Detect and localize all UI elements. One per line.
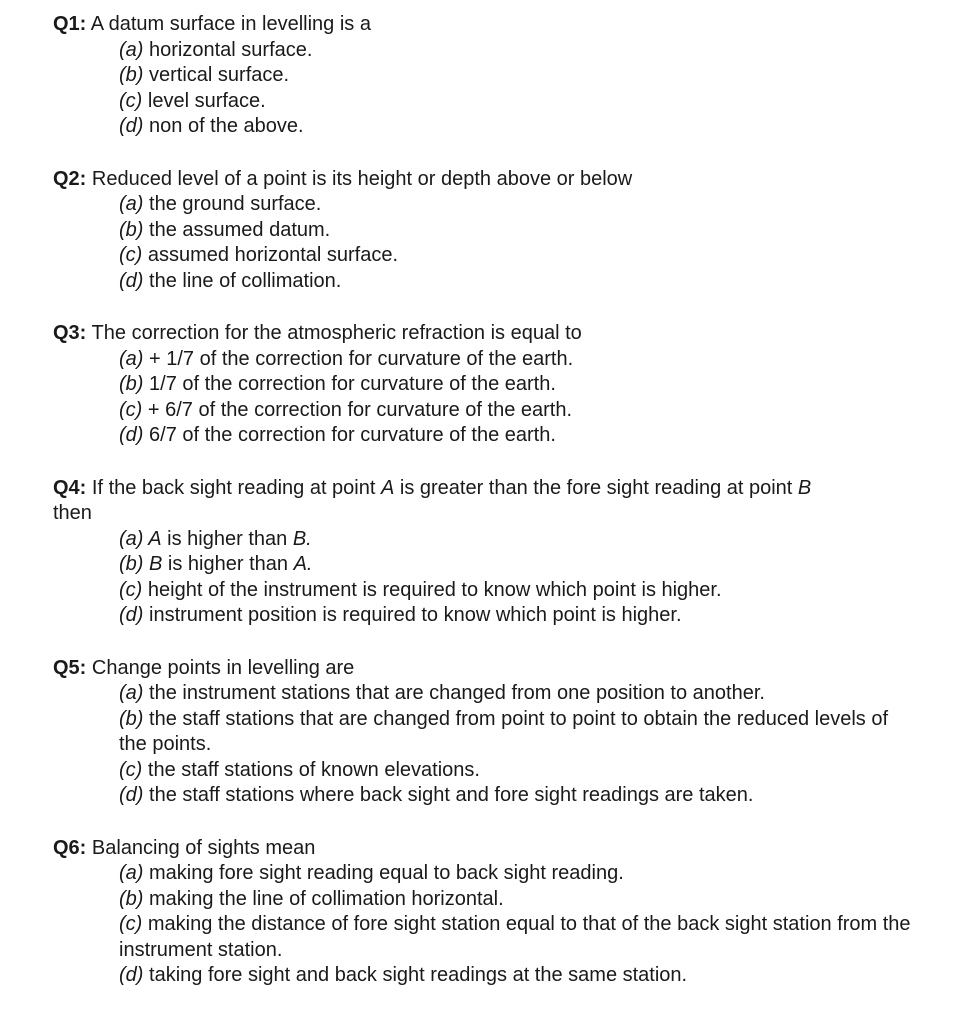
option-b (119, 552, 933, 578)
option-b (119, 63, 933, 89)
option-text: non of the above. (149, 115, 304, 137)
option-letter: (b) (119, 553, 144, 575)
question-stem (53, 321, 933, 347)
option-text: is higher than (161, 527, 293, 550)
option-text: horizontal surface. (149, 38, 313, 61)
option-letter: (a) (119, 38, 144, 61)
question-stem (53, 476, 893, 527)
question-number: Q6: (53, 836, 87, 859)
option-text: the line of collimation. (149, 269, 342, 292)
option-c (119, 758, 933, 784)
option-text: the ground surface. (149, 193, 322, 215)
option-a (119, 347, 933, 373)
option-letter: (b) (119, 707, 144, 730)
question-text: Change points in levelling are (91, 656, 355, 679)
option-a (119, 681, 933, 707)
question-number: Q2: (53, 167, 87, 190)
option-text: the staff stations that are changed from point to point to obtain the reduced levels of the points. (119, 707, 889, 755)
option-b (119, 707, 919, 758)
option-text: is higher than (162, 553, 294, 575)
option-letter: (c) (119, 578, 143, 601)
option-list (53, 38, 933, 140)
option-list (53, 681, 933, 809)
option-text: instrument position is required to know which point is higher. (149, 604, 682, 626)
option-letter: (d) (119, 115, 144, 137)
option-text: height of the instrument is required to know which point is higher. (147, 578, 722, 601)
option-text: making fore sight reading equal to back sight reading. (149, 862, 624, 884)
option-c (119, 89, 933, 115)
option-text: 6/7 of the correction for curvature of the earth. (149, 424, 556, 446)
option-text: 1/7 of the correction for curvature of the earth. (149, 373, 556, 395)
option-text: making the distance of fore sight station equal to that of the back sight station from the instrument station. (119, 913, 911, 961)
option-text: taking fore sight and back sight readings at the same station. (149, 964, 688, 986)
option-letter: (b) (119, 218, 144, 241)
option-letter: (a) (119, 193, 144, 215)
option-d (119, 423, 933, 449)
option-letter: (b) (119, 373, 144, 395)
option-b (119, 887, 933, 913)
option-letter: (c) (119, 89, 143, 112)
point-label: A. (293, 553, 313, 575)
question-number: Q1: (53, 13, 87, 35)
option-letter: (d) (119, 269, 144, 292)
option-c (119, 578, 933, 604)
option-letter: (d) (119, 964, 144, 986)
option-letter: (a) (119, 862, 144, 884)
question-6 (53, 836, 933, 989)
point-label: B (797, 476, 812, 499)
option-text: vertical surface. (149, 64, 290, 86)
option-text: making the line of collimation horizontal. (149, 887, 504, 910)
question-number: Q5: (53, 656, 87, 679)
option-c (119, 398, 933, 424)
question-text: is greater than the fore sight reading at point (394, 476, 798, 499)
question-text: Balancing of sights mean (91, 836, 316, 859)
point-label: B. (292, 527, 312, 550)
point-label: B (149, 553, 163, 575)
option-list (53, 347, 933, 449)
question-1 (53, 12, 933, 140)
option-text: level surface. (147, 89, 266, 112)
option-a (119, 527, 933, 553)
option-letter: (a) (119, 527, 144, 550)
option-text: the staff stations where back sight and fore sight readings are taken. (149, 784, 754, 806)
option-a (119, 861, 933, 887)
option-text: the assumed datum. (149, 218, 331, 241)
option-letter: (a) (119, 347, 144, 370)
option-c (119, 243, 933, 269)
question-stem (53, 656, 933, 682)
point-label: A (148, 527, 162, 550)
option-a (119, 192, 933, 218)
option-letter: (d) (119, 784, 144, 806)
option-list (53, 192, 933, 294)
point-label: A (380, 476, 395, 499)
option-b (119, 372, 933, 398)
question-stem (53, 12, 933, 38)
option-letter: (c) (119, 398, 143, 421)
option-letter: (c) (119, 758, 143, 781)
option-b (119, 218, 933, 244)
question-stem (53, 836, 933, 862)
option-text: the staff stations of known elevations. (147, 758, 480, 781)
question-3 (53, 321, 933, 449)
question-text: The correction for the atmospheric refraction is equal to (91, 322, 582, 344)
question-number: Q4: (53, 476, 87, 499)
option-letter: (b) (119, 64, 144, 86)
question-text: then (53, 502, 92, 524)
option-list (53, 861, 933, 989)
question-stem (53, 167, 933, 193)
question-text: Reduced level of a point is its height or depth above or below (91, 167, 633, 190)
question-text: If the back sight reading at point (91, 476, 381, 499)
option-letter: (a) (119, 682, 144, 704)
option-letter: (c) (119, 244, 143, 266)
option-d (119, 114, 933, 140)
question-sheet (53, 12, 933, 1016)
question-2 (53, 167, 933, 295)
question-text: A datum surface in levelling is a (90, 13, 371, 35)
option-c (119, 912, 919, 963)
option-d (119, 603, 933, 629)
question-5 (53, 656, 933, 809)
option-letter: (c) (119, 913, 143, 935)
option-text: + 6/7 of the correction for curvature of the earth. (147, 398, 573, 421)
option-letter: (d) (119, 424, 144, 446)
option-d (119, 269, 933, 295)
option-d (119, 783, 933, 809)
option-list (53, 527, 933, 629)
option-text: + 1/7 of the correction for curvature of the earth. (149, 347, 574, 370)
option-letter: (d) (119, 604, 144, 626)
question-number: Q3: (53, 322, 87, 344)
option-text: assumed horizontal surface. (147, 244, 399, 266)
question-4 (53, 476, 933, 629)
option-letter: (b) (119, 887, 144, 910)
option-text: the instrument stations that are changed from one position to another. (149, 682, 765, 704)
option-d (119, 963, 933, 989)
option-a (119, 38, 933, 64)
